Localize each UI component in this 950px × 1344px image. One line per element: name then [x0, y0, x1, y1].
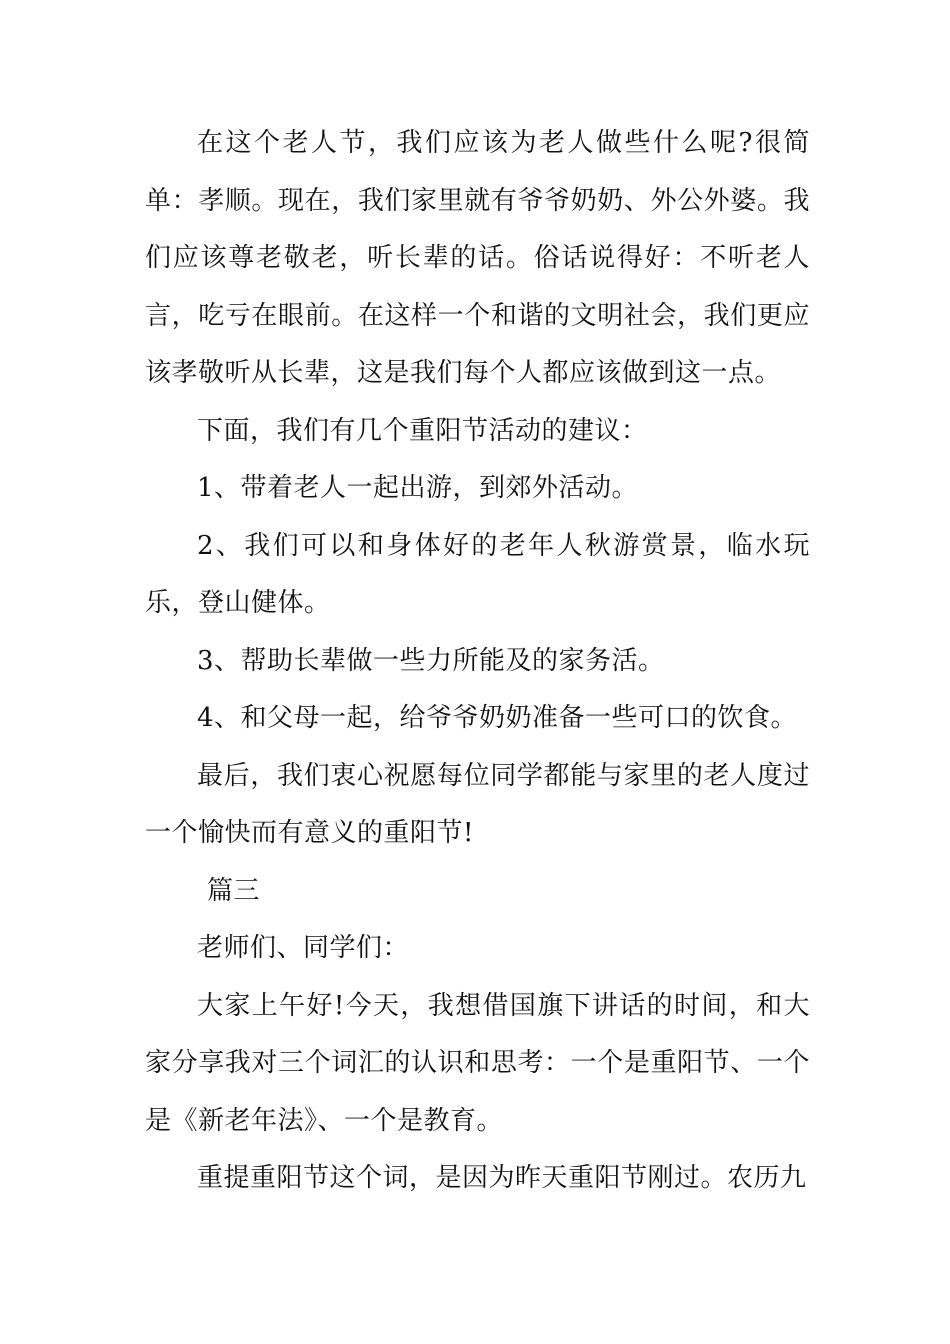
paragraph-elder-day-filial: 在这个老人节，我们应该为老人做些什么呢?很简单：孝顺。现在，我们家里就有爷爷奶奶、外公外婆。我们应该尊老敬老，听长辈的话。俗话说得好：不听老人言，吃亏在眼前。在这样一个和谐的文明社会，我们更应该孝敬听从长辈，这是我们每个人都应该做到这一点。 — [145, 128, 810, 388]
paragraph-closing-wish: 最后，我们衷心祝愿每位同学都能与家里的老人度过一个愉快而有意义的重阳节! — [145, 760, 810, 848]
paragraph-double-ninth: 重提重阳节这个词，是因为昨天重阳节刚过。农历九 — [197, 1163, 807, 1193]
list-item-suggestion-2: 2、我们可以和身体好的老年人秋游赏景，临水玩乐，登山健体。 — [145, 530, 810, 618]
paragraph-suggestions-intro: 下面，我们有几个重阳节活动的建议： — [197, 415, 648, 446]
document-body — [145, 115, 810, 1208]
list-item-suggestion-3: 3、帮助长辈做一些力所能及的家务活。 — [197, 645, 665, 676]
list-item-suggestion-4: 4、和父母一起，给爷爷奶奶准备一些可口的饮食。 — [197, 703, 798, 733]
list-item-suggestion-1: 1、带着老人一起出游，到郊外活动。 — [197, 473, 639, 503]
section-heading: 篇三 — [207, 875, 261, 906]
paragraph-salutation: 老师们、同学们： — [197, 933, 410, 963]
paragraph-greeting: 大家上午好!今天，我想借国旗下讲话的时间，和大家分享我对三个词汇的认识和思考：一个是重阳节、一个是《新老年法》、一个是教育。 — [145, 990, 810, 1136]
